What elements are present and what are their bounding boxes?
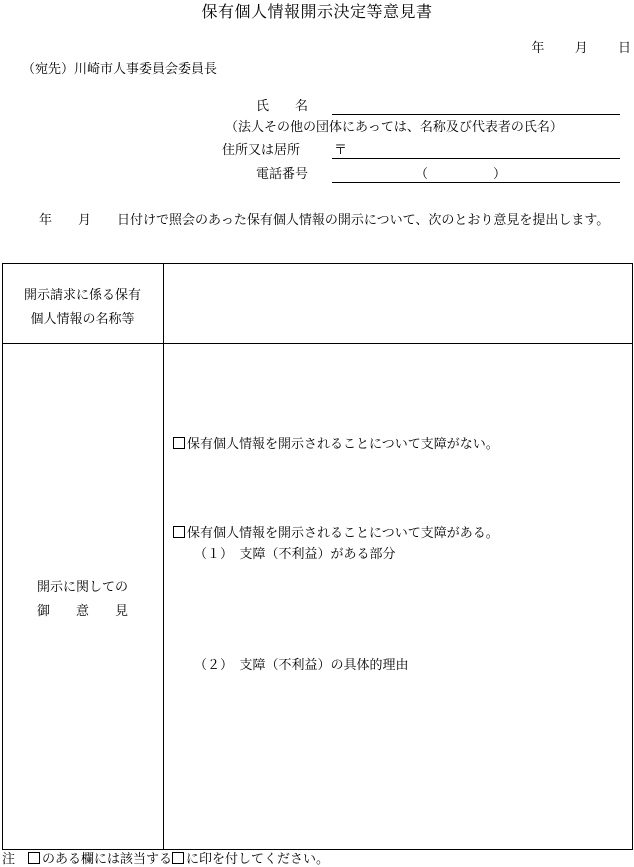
phone-paren: （ ） [415,167,507,182]
postal-mark: 〒 [334,143,348,158]
name-field[interactable] [332,114,620,115]
date-month: 月 [574,41,588,56]
option-has-issue[interactable] [173,526,499,540]
note-text: のある欄には該当する [42,852,173,867]
row2-label-line1: 開示に関しての [36,580,128,595]
option-no-issue-label: 保有個人情報を開示されることについて支障がない。 [187,437,499,452]
note-prefix: 注 [2,852,29,867]
intro-text: 年 月 日付けで照会のあった保有個人情報の開示について、次のとおり意見を提出します。 [0,213,610,228]
checkbox-has-issue[interactable] [173,526,185,538]
name-note: （法人その他の団体にあっては、名称及び代表者の氏名） [225,120,563,135]
checkbox-no-issue[interactable] [173,437,185,449]
table-column-divider [163,263,164,850]
note-suffix: に印を付してください。 [186,852,330,867]
date-day: 日 [617,41,631,56]
footer-note [2,852,329,866]
date-year: 年 [531,41,545,56]
recipient: （宛先）川崎市人事委員会委員長 [22,62,218,77]
phone-field[interactable] [332,182,620,183]
row1-label [2,284,163,332]
sub-item-1: （１） 支障（不利益）がある部分 [194,547,396,562]
address-field[interactable] [332,158,620,159]
option-has-issue-label: 保有個人情報を開示されることについて支障がある。 [187,526,499,541]
row1-label-line2: 個人情報の名称等 [30,312,135,327]
table-row-divider [2,343,633,344]
note-box-icon-2 [172,852,184,864]
row1-label-line1: 開示請求に係る保有 [23,288,141,303]
date-line [529,42,631,55]
row2-label-line2: 御 意 見 [36,604,128,619]
sub-item-2: （２） 支障（不利益）の具体的理由 [194,658,409,673]
phone-label: 電話番号 [256,167,309,182]
address-label: 住所又は居所 [222,143,301,158]
note-box-icon [28,852,40,864]
name-label: 氏 名 [256,99,309,114]
page-title: 保有個人情報開示決定等意見書 [201,2,433,21]
row2-label [2,576,163,624]
row1-input[interactable] [164,264,632,342]
option-no-issue[interactable] [173,437,499,451]
